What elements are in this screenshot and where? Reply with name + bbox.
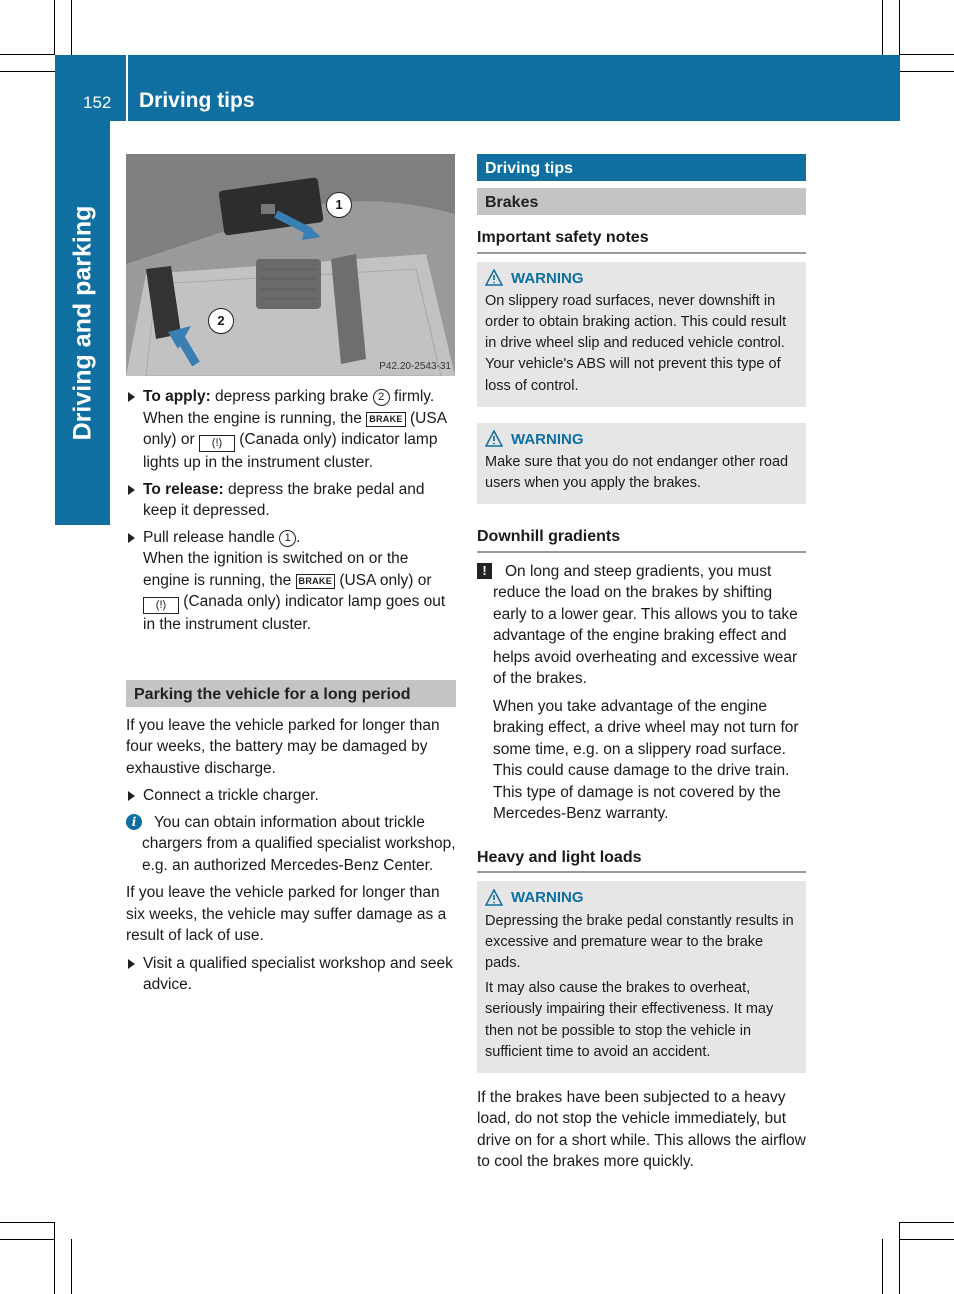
arrow-bullet-icon <box>128 392 135 402</box>
crop-mark <box>54 1222 55 1294</box>
crop-mark <box>900 71 954 72</box>
warning-box: WARNING Depressing the brake pedal constantly results in excessive and premature wear to the brake pads. It may also cause the brakes to overheat, seriously impairing their effectiveness. It may then not be possible to stop the vehicle in sufficient time to avoid an accident. <box>477 881 806 1073</box>
instruction-apply: To apply: depress parking brake 2 firmly. When the engine is running, the BRAKE (USA only) or (!) (Canada only) indicator lamp lights up in the instrument cluster. <box>126 386 456 474</box>
warning-triangle-icon <box>485 889 503 907</box>
warning-header: WARNING <box>485 268 798 289</box>
chapter-tab-label: Driving and parking <box>68 205 96 441</box>
callout-2-symbol: 2 <box>373 389 390 406</box>
notice-note: ! On long and steep gradients, you must reduce the load on the brakes by shifting early to a lower gear. This allows you to take advantage of the engine braking effect and helps avoid overheating and excessive wear of the brakes. When you take advantage of the engine braking effect, a drive wheel may not turn for some time, e.g. on a slippery road surface. This could cause damage to the drive train. This type of damage is not covered by the Mercedes-Benz warranty. <box>477 561 806 825</box>
section-heading: Parking the vehicle for a long period <box>126 680 456 707</box>
paragraph: If you leave the vehicle parked for longer than six weeks, the vehicle may suffer damage as a result of lack of use. <box>126 884 447 944</box>
info-note: i You can obtain information about trickle chargers from a qualified specialist workshop, e.g. an authorized Mercedes-Benz Center. <box>126 812 456 877</box>
canada-brake-indicator-icon: (!) <box>199 435 235 452</box>
page-number: 152 <box>83 93 112 112</box>
warning-triangle-icon <box>485 269 503 287</box>
section-heading: Driving tips <box>477 154 806 181</box>
warning-header: WARNING <box>485 429 798 450</box>
brake-indicator-icon: BRAKE <box>366 412 406 427</box>
instruction-charger: Connect a trickle charger. <box>126 785 456 807</box>
instruction-release: To release: depress the brake pedal and keep it depressed. <box>126 479 456 522</box>
loads-heading: Heavy and light loads <box>477 847 806 874</box>
paragraph: If the brakes have been subjected to a heavy load, do not stop the vehicle immediately, but drive on for a short while. This allows the airflow to cool the brakes more quickly. <box>477 1088 806 1171</box>
header-divider <box>126 55 128 121</box>
crop-mark <box>900 54 954 55</box>
warning-triangle-icon <box>485 430 503 448</box>
crop-mark <box>0 1222 55 1223</box>
canada-brake-indicator-icon: (!) <box>143 597 179 614</box>
warning-box: WARNING On slippery road surfaces, never downshift in order to obtain braking action. This could result in drive wheel slip and reduced vehicle control. Your vehicle's ABS will not prevent this type of loss of control. <box>477 262 806 407</box>
brake-indicator-icon: BRAKE <box>296 574 336 589</box>
crop-mark <box>0 71 55 72</box>
arrow-bullet-icon <box>128 533 135 543</box>
callout-1-symbol: 1 <box>279 530 296 547</box>
instruction-pull: Pull release handle 1 . When the ignition is switched on or the engine is running, the BRAKE (USA only) or (!) (Canada only) indicator lamp goes out in the instrument cluster. <box>126 527 456 636</box>
crop-mark <box>0 1239 55 1240</box>
chapter-tab <box>55 121 110 525</box>
instruction-visit: Visit a qualified specialist workshop and seek advice. <box>126 953 456 996</box>
parking-brake-figure <box>126 154 455 376</box>
callout-2: 2 <box>208 308 234 334</box>
arrow-bullet-icon <box>128 485 135 495</box>
crop-mark <box>899 0 900 55</box>
callout-1: 1 <box>326 192 352 218</box>
left-column <box>126 386 456 1001</box>
warning-header: WARNING <box>485 887 798 908</box>
safety-notes-heading: Important safety notes <box>477 227 806 254</box>
subsection-heading: Brakes <box>477 188 806 215</box>
exclamation-icon: ! <box>477 563 492 579</box>
figure-caption: P42.20-2543-31 <box>379 361 451 372</box>
crop-mark <box>900 1222 954 1223</box>
crop-mark <box>882 1239 883 1294</box>
page-header <box>55 55 900 121</box>
warning-box: WARNING Make sure that you do not endanger other road users when you apply the brakes. <box>477 423 806 505</box>
crop-mark <box>0 54 55 55</box>
page-title: Driving tips <box>139 89 255 112</box>
arrow-bullet-icon <box>128 791 135 801</box>
crop-mark <box>900 1239 954 1240</box>
crop-mark <box>71 0 72 55</box>
downhill-heading: Downhill gradients <box>477 526 806 553</box>
parking-brake-illustration <box>126 154 455 376</box>
arrow-bullet-icon <box>128 959 135 969</box>
right-column <box>477 154 806 1179</box>
crop-mark <box>899 1222 900 1294</box>
paragraph: If you leave the vehicle parked for longer than four weeks, the battery may be damaged by exhaustive discharge. <box>126 716 440 777</box>
crop-mark <box>882 0 883 55</box>
crop-mark <box>71 1239 72 1294</box>
info-icon: i <box>126 814 142 830</box>
crop-mark <box>54 0 55 55</box>
